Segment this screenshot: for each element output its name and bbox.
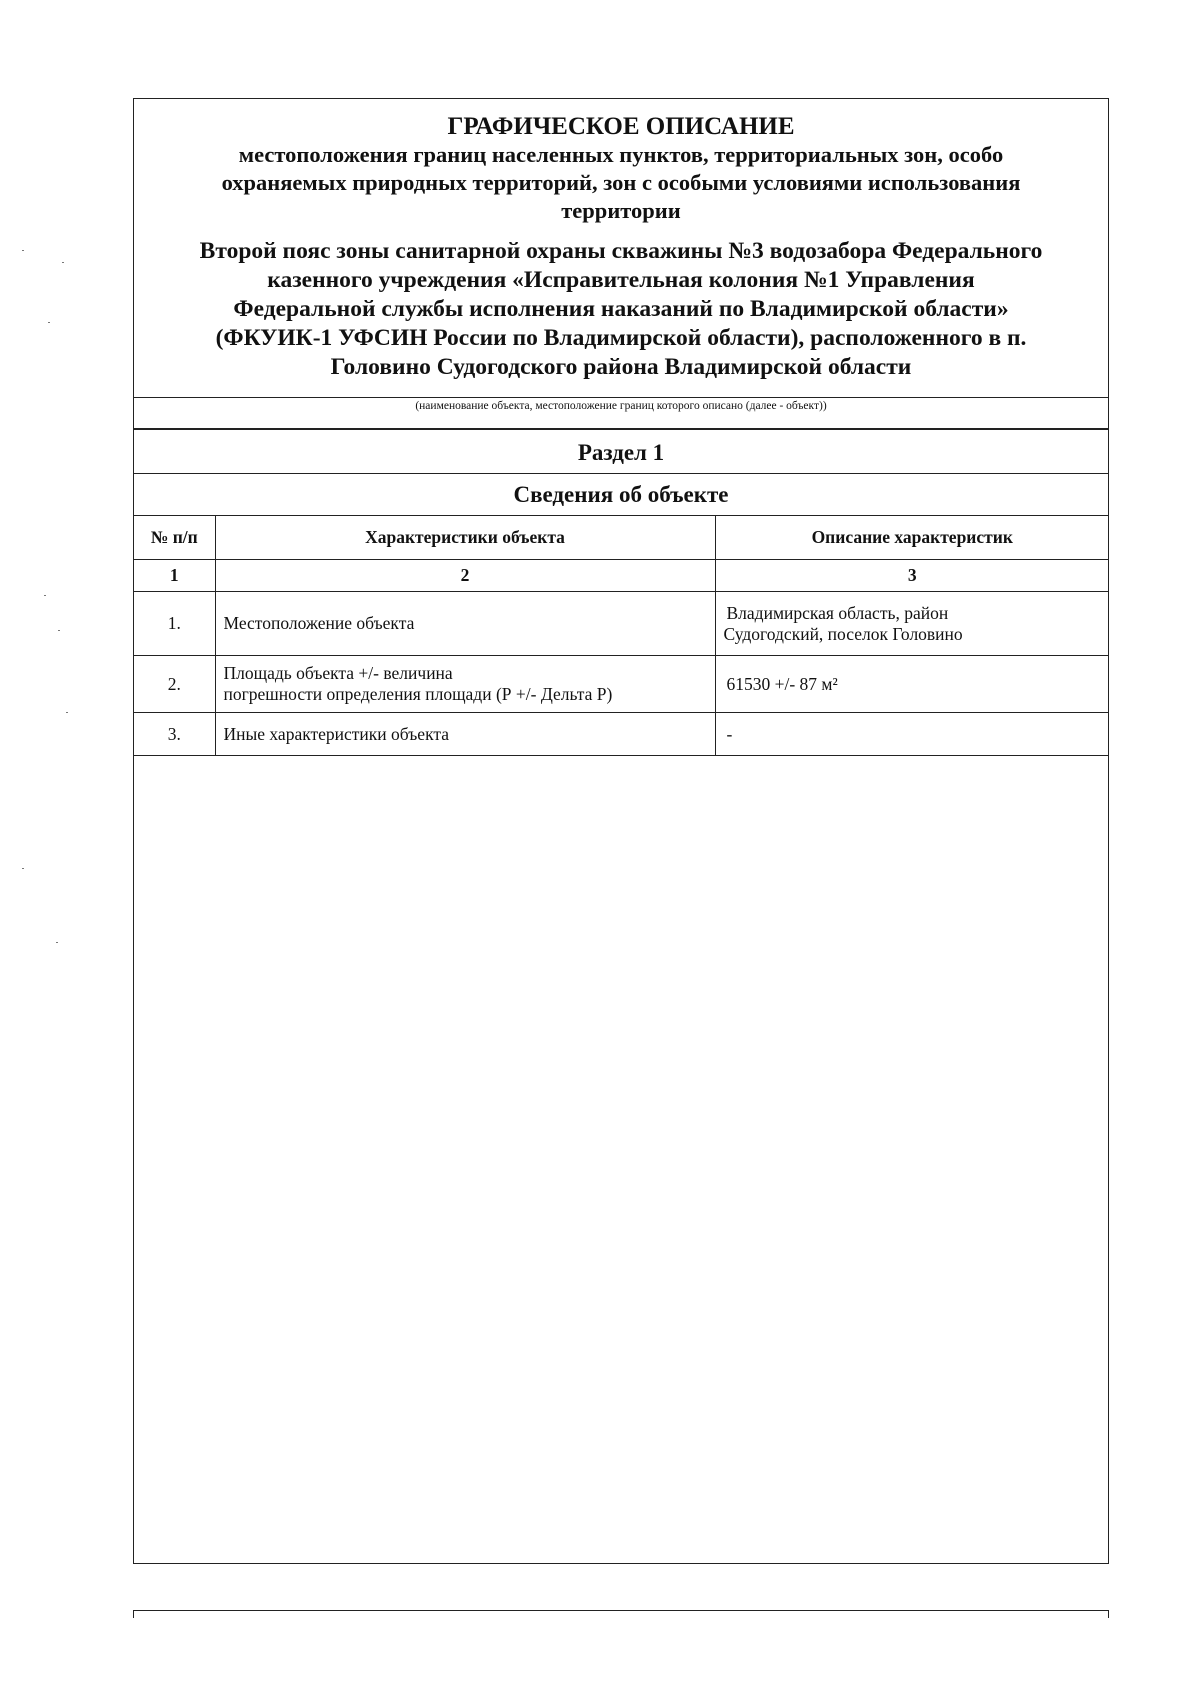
object-name-line: (ФКУИК-1 УФСИН России по Владимирской области), расположенного в п.	[215, 325, 1027, 351]
table-row	[134, 713, 1109, 756]
description-text: -	[726, 723, 733, 744]
scan-speck	[56, 942, 58, 943]
description-text: 61530 +/- 87 м²	[726, 673, 838, 694]
characteristic-cell	[215, 592, 715, 656]
title-block	[134, 99, 1108, 399]
document-subtitle-line: охраняемых природных территорий, зон с особыми условиями использования	[221, 170, 1021, 195]
object-info-table	[134, 515, 1109, 756]
characteristic-text: Площадь объекта +/- величина	[223, 663, 453, 683]
description-text: Судогодский, поселок Головино	[723, 623, 963, 644]
divider	[134, 473, 1108, 474]
divider	[134, 429, 1108, 430]
object-name-line: Федеральной службы исполнения наказаний по Владимирской области»	[233, 296, 1009, 322]
document-subtitle-line: местоположения границ населенных пунктов, территориальных зон, особо	[238, 142, 1004, 167]
row-number: 3.	[134, 713, 215, 756]
scan-speck	[22, 250, 24, 251]
scan-speck	[58, 630, 60, 631]
characteristic-cell	[215, 656, 715, 713]
description-cell	[715, 592, 1109, 656]
scan-speck	[66, 712, 68, 713]
description-cell	[715, 713, 1109, 756]
scan-speck	[48, 322, 50, 323]
document-frame	[133, 98, 1109, 1564]
section-title: Раздел 1	[577, 440, 665, 465]
table-row	[134, 656, 1109, 713]
column-number: 1	[134, 560, 215, 592]
divider	[134, 397, 1108, 398]
column-header: № п/п	[134, 516, 215, 560]
object-name-line: Второй пояс зоны санитарной охраны скважины №3 водозабора Федерального	[199, 238, 1043, 264]
characteristic-text: погрешности определения площади (Р +/- Дельта Р)	[223, 684, 613, 704]
row-number: 2.	[134, 656, 215, 713]
row-number: 1.	[134, 592, 215, 656]
document-title: ГРАФИЧЕСКОЕ ОПИСАНИЕ	[447, 113, 795, 140]
table-header-row	[134, 516, 1109, 560]
scan-speck	[62, 262, 64, 263]
object-name-line: казенного учреждения «Исправительная колония №1 Управления	[267, 267, 975, 293]
column-number: 2	[215, 560, 715, 592]
characteristic-text: Иные характеристики объекта	[223, 723, 449, 744]
section-subtitle: Сведения об объекте	[513, 482, 729, 507]
characteristic-text: Местоположение объекта	[223, 613, 415, 633]
next-frame-top-edge	[133, 1610, 1109, 1618]
description-cell	[715, 656, 1109, 713]
divider	[134, 428, 1108, 429]
table-row	[134, 592, 1109, 656]
scan-speck	[22, 868, 24, 869]
characteristic-cell	[215, 713, 715, 756]
object-name-line: Головино Судогодского района Владимирской области	[330, 354, 912, 380]
column-number: 3	[715, 560, 1109, 592]
scan-speck	[44, 595, 46, 596]
document-subtitle-line: территории	[561, 198, 681, 223]
column-header: Характеристики объекта	[215, 516, 715, 560]
object-name-caption: (наименование объекта, местоположение границ которого описано (далее - объект))	[415, 400, 827, 412]
description-text: Владимирская область, район	[726, 602, 949, 623]
column-numbers-row	[134, 560, 1109, 592]
column-header: Описание характеристик	[715, 516, 1109, 560]
